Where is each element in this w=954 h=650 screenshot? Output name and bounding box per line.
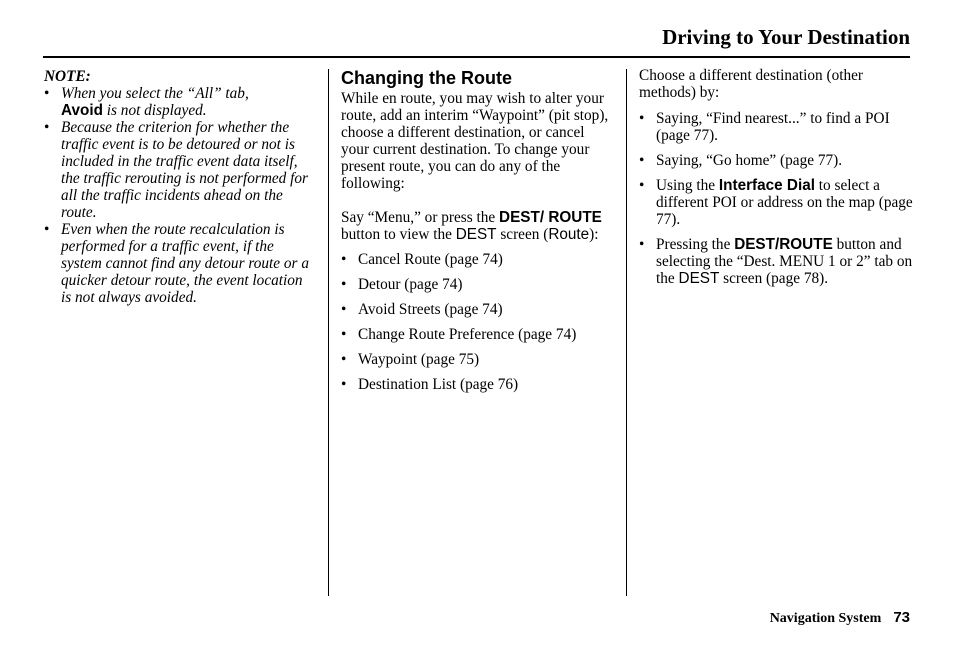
list-item: • Avoid Streets (page 74) [341,301,613,318]
dest-route-label: DEST/ROUTE [734,236,833,253]
note-column [44,67,316,306]
note-text: When you select the “All” tab, [61,85,249,102]
note-item [44,119,316,221]
column-divider [626,69,627,596]
dest-screen-label: DEST [455,226,497,243]
footer-label: Navigation System [769,611,882,626]
note-title: NOTE: [44,68,91,85]
dest-screen-label: DEST [678,270,720,287]
column-divider [328,69,329,596]
page-footer [770,609,910,627]
list-item: • Pressing the DEST/ROUTE button and selecting the “Dest. MENU 1 or 2” tab on the DEST screen (page 78). [639,236,913,287]
header-rule [43,56,910,58]
changing-route-column [341,67,613,401]
section-intro: While en route, you may wish to alter your route, add an interim “Waypoint” (pit stop), choose a different destination, or cancel your current destination. To change your present route, you can do any of the following: [341,90,609,192]
route-options-list [341,251,613,393]
list-item: • Cancel Route (page 74) [341,251,613,268]
say-menu-instruction: Say “Menu,” or press the DEST/ ROUTE button to view the DEST screen (Route): [341,209,602,243]
avoid-label: Avoid [61,102,103,119]
page-title: Driving to Your Destination [662,25,910,49]
page-number: 73 [893,609,910,626]
destination-methods-column [639,67,913,295]
note-text: Because the criterion for whether the traffic event is to be detoured or not is included in the traffic event data itself, the traffic rerouting is not performed for all the traffic incidents ahead on the route. [61,119,309,221]
list-item: • Change Route Preference (page 74) [341,326,613,343]
list-item: • Using the Interface Dial to select a different POI or address on the map (page 77). [639,177,913,228]
list-item: • Waypoint (page 75) [341,351,613,368]
note-text: Even when the route recalculation is performed for a traffic event, if the system cannot find any detour route or a quicker detour route, the event location is not always avoided. [61,221,309,306]
list-item: • Saying, “Find nearest...” to find a POI (page 77). [639,110,913,144]
note-text: is not displayed. [106,102,207,119]
methods-list [639,110,913,287]
note-list [44,85,316,306]
route-screen-label: Route [548,226,590,243]
list-item: • Destination List (page 76) [341,376,613,393]
interface-dial-label: Interface Dial [718,177,815,194]
list-item: • Saying, “Go home” (page 77). [639,152,913,169]
section-title: Changing the Route [341,68,512,88]
note-item [44,85,316,119]
note-item [44,221,316,306]
methods-intro: Choose a different destination (other methods) by: [639,67,864,101]
dest-route-label: DEST/ ROUTE [499,209,602,226]
list-item: • Detour (page 74) [341,276,613,293]
